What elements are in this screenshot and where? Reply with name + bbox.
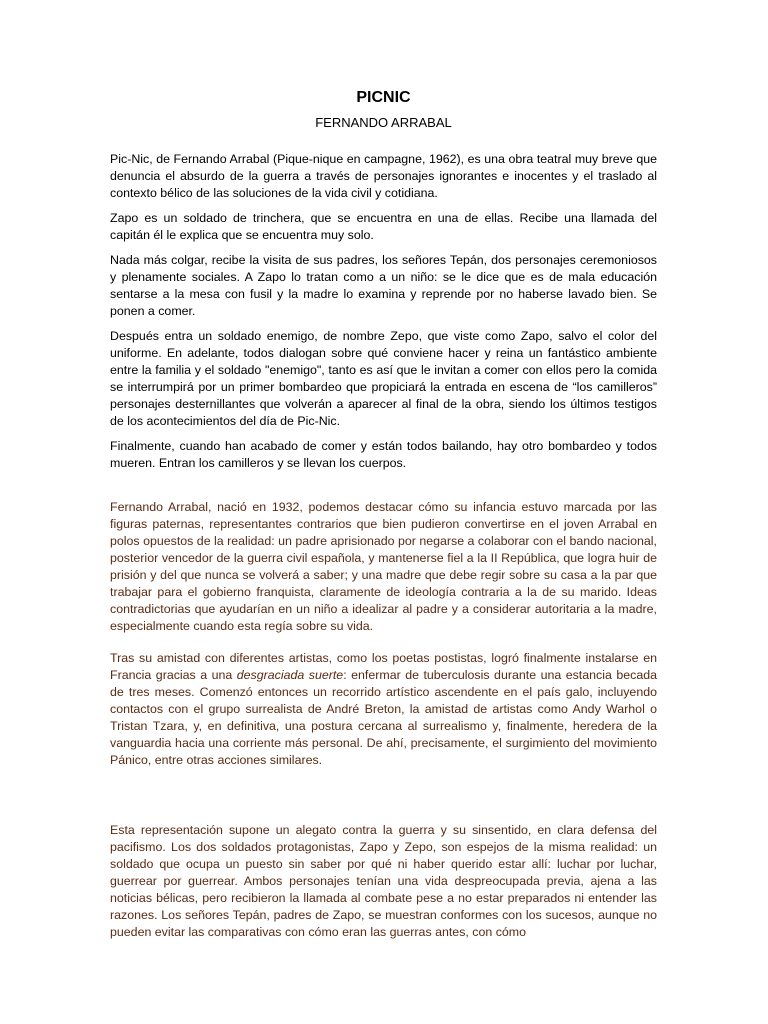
document-title: PICNIC (356, 89, 411, 106)
synopsis-paragraph-4: Después entra un soldado enemigo, de nombre Zepo, que viste como Zapo, salvo el color del uniforme. En adelante, todos dialogan sobre qué conviene hacer y reina un fantástico ambiente entre la familia y el soldado "enemigo", tanto es así que le invitan a comer con ellos pero la comida se interrumpirá por un primer bombardeo que propiciará la entrada en escena de “los camilleros” personajes desternillantes que volverán a aparecer al final de la obra, siendo los últimos testigos de los acontecimientos del día de Pic-Nic. (110, 329, 657, 428)
career-text-before: Tras su amistad con diferentes artistas, como los poetas postistas, logró finalmente instalarse en Francia gracias a una (110, 651, 657, 682)
career-text-italic: desgraciada suerte (236, 668, 344, 682)
synopsis-paragraph-2: Zapo es un soldado de trinchera, que se encuentra en una de ellas. Recibe una llamada del capitán él le explica que se encuentra muy solo. (110, 211, 657, 242)
synopsis-paragraph-5: Finalmente, cuando han acabado de comer y están todos bailando, hay otro bombardeo y todos mueren. Entran los camilleros y se llevan los cuerpos. (110, 439, 657, 470)
synopsis-paragraph-1: Pic-Nic, de Fernando Arrabal (Pique-nique en campagne, 1962), es una obra teatral muy breve que denuncia el absurdo de la guerra a través de personajes ignorantes e inocentes y el traslado al contexto bélico de las soluciones de la vida civil y cotidiana. (110, 152, 657, 200)
document-page (110, 88, 657, 941)
synopsis-paragraph-3: Nada más colgar, recibe la visita de sus padres, los señores Tepán, dos personajes ceremoniosos y plenamente sociales. A Zapo lo tratan como a un niño: se le dice que es de mala educación sentarse a la mesa con fusil y la madre lo examina y reprende por no haberse lavado bien. Se ponen a comer. (110, 253, 657, 318)
analysis-paragraph: Esta representación supone un alegato contra la guerra y su sinsentido, en clara defensa del pacifismo. Los dos soldados protagonistas, Zapo y Zepo, son espejos de la misma realidad: un soldado que ocupa un puesto sin saber por qué ni haber querido estar allí: luchar por luchar, guerrear por guerrear. Ambos personajes tenían una vida despreocupada previa, ajena a las noticias bélicas, pero recibieron la llamada al combate pese a no estar preparados ni entender las razones. Los señores Tepán, padres de Zapo, se muestran conformes con los sucesos, aunque no pueden evitar las comparativas con cómo eran las guerras antes, con cómo (110, 823, 657, 939)
document-author: FERNANDO ARRABAL (315, 115, 452, 130)
biography-paragraph: Fernando Arrabal, nació en 1932, podemos destacar cómo su infancia estuvo marcada por las figuras paternas, representantes contrarios que bien pudieron convertirse en el joven Arrabal en polos opuestos de la realidad: un padre aprisionado por negarse a colaborar con el bando nacional, posterior vencedor de la guerra civil española, y mantenerse fiel a la II República, que logra huir de prisión y del que nunca se volverá a saber; y una madre que debe regir sobre su casa a la par que trabajar para el gobierno franquista, claramente de ideología contraria a la de su marido. Ideas contradictorias que ayudarían en un niño a idealizar al padre y a considerar autoritaria a la madre, especialmente cuando esta regía sobre su vida. (110, 500, 657, 633)
career-paragraph (110, 650, 657, 769)
career-text-after: : enfermar de tuberculosis durante una estancia becada de tres meses. Comenzó entonces un recorrido artístico ascendente en el país galo, incluyendo contactos con el grupo surrealista de André Breton, la amistad de artistas como Andy Warhol o Tristan Tzara, y, en definitiva, una postura cercana al surrealismo y, finalmente, heredera de la vanguardia hacia una corriente más personal. De ahí, precisamente, el surgimiento del movimiento Pánico, entre otras acciones similares. (110, 668, 658, 767)
